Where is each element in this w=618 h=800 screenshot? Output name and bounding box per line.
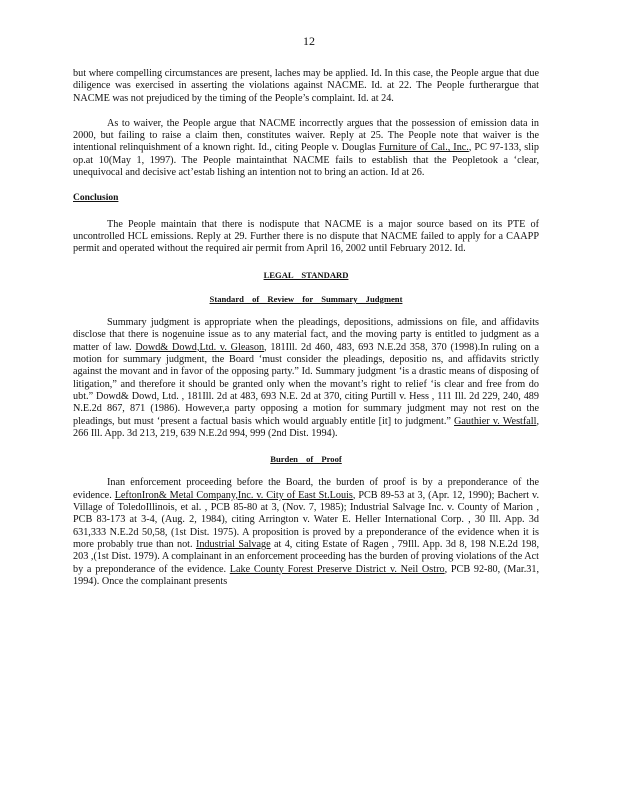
legal-standard-heading: LEGAL STANDARD <box>263 269 349 280</box>
page-number: 12 <box>303 34 315 48</box>
case-citation-industrial-salvage: Industrial Salvage <box>195 538 271 550</box>
paragraph-conclusion: The People maintain that there is nodispute that NACME is a major source based on its PTE of uncontrolled HCL emissions. Reply at 29. Further there is no dispute that NACME failed to apply for a CAAPP permit and operated without the required air permit from April 16, 2002 until February 2012. Id. <box>73 218 539 255</box>
burden-of-proof-heading: Burden of Proof <box>270 454 342 465</box>
case-citation-dowd: Dowd& Dowd,Ltd. v. Gleason <box>135 341 265 353</box>
paragraph-burden-text-b: , PCB 89-53 at 3, (Apr. 12, 1990); Bachert v. Village of ToledoIllinois, et al. , PCB 85-80 at 3, (Nov. 7, 1985); Industrial Salvage Inc. v. County of Marion , PCB 83-173 at 3-4, (Aug. 2, 1984), citing Arrington v. Water E. Heller International Corp. , 30 Ill. App. 3d 631,333 N.E.2d 50,58, (1st Dist. 1975). A proposition is proved by a preponderance of the evidence when it is more probably true than not. <box>73 489 540 550</box>
paragraph-waiver <box>73 118 539 179</box>
document-body <box>73 68 539 601</box>
conclusion-heading: Conclusion <box>73 193 119 204</box>
paragraph-burden-text-c: at 4, citing Estate of Ragen , 79Ill. App. 3d 8, 198 N.E.2d 198, 203 ,(1st Dist. 1979). A complainant in an enforcement proceeding has the burden of proving violations of the Act by a preponderance of the evidence. <box>73 538 540 575</box>
case-citation-gauthier: Gauthier v. Westfall <box>454 415 537 427</box>
paragraph-laches: but where compelling circumstances are present, laches may be applied. Id. In this case, the People argue that due diligence was exercised in asserting the violations against NACME. Id. at 22. The People furtherargue that NACME was not prejudiced by the timing of the People’s complaint. Id. at 24. <box>73 68 539 104</box>
standard-of-review-heading: Standard of Review for Summary Judgment <box>209 293 403 304</box>
paragraph-summary-judgment <box>73 317 539 440</box>
paragraph-summary-judgment-text-c: , 266 Ill. App. 3d 213, 219, 639 N.E.2d 994, 999 (2nd Dist. 1994). <box>73 415 539 439</box>
paragraph-summary-judgment-text-b: , 181Ill. 2d 460, 483, 693 N.E.2d 358, 370 (1998).In ruling on a motion for summary judgment, the Board ‘must consider the pleadings, depositio ns, and affidavits strictly against the movant and in favor of the opposing party.” Id. Summary judgment ‘is a drastic means of disposing of litigation,” and therefore it should be granted only when the movant’s right to relief ‘is clear and free from do ubt.” Dowd& Dowd, Ltd. , 181Ill. 2d at 483, 693 N.E. 2d at 370, citing Purtill v. Hess , 111 Ill. 2d 229, 240, 489 N.E.2d 867, 871 (1986). However,a party opposing a motion for summary judgment may not rest on the pleadings, but must ‘present a factual basis which would arguably entitle [it] to judgment.” <box>73 341 539 427</box>
paragraph-burden-text-a: Inan enforcement proceeding before the Board, the burden of proof is by a preponderance of the evidence. <box>73 477 539 501</box>
case-citation-lefton: LeftonIron& Metal Company,Inc. v. City of East St.Louis <box>114 489 353 501</box>
paragraph-burden-of-proof <box>73 477 539 588</box>
case-citation-lake-county: Lake County Forest Preserve District v. Neil Ostro <box>229 563 445 575</box>
paragraph-summary-judgment-text-a: Summary judgment is appropriate when the pleadings, depositions, admissions on file, and affidavits disclose that there is nogenuine issue as to any material fact, and the moving party is entitled to judgment as a matter of law. <box>73 317 539 353</box>
paragraph-waiver-text-a: As to waiver, the People argue that NACME incorrectly argues that the possession of emission data in 2000, but failing to raise a claim then, constitutes waiver. Reply at 25. The People note that waiver is the intentional relinquishment of a known right. Id., citing People v. Douglas <box>73 117 539 154</box>
paragraph-waiver-text-b: , PC 97-133, slip op.at 10(May 1, 1997). The People maintainthat NACME fails to establish that the Peopletook a ‘clear, unequivocal and decisive act’estab lishing an intention not to bring an action. Id at 26. <box>73 142 539 179</box>
paragraph-burden-text-d: , PCB 92-80, (Mar.31, 1994). Once the complainant presents <box>73 563 539 587</box>
case-citation-douglas-furniture: Furniture of Cal., Inc. <box>378 142 469 154</box>
